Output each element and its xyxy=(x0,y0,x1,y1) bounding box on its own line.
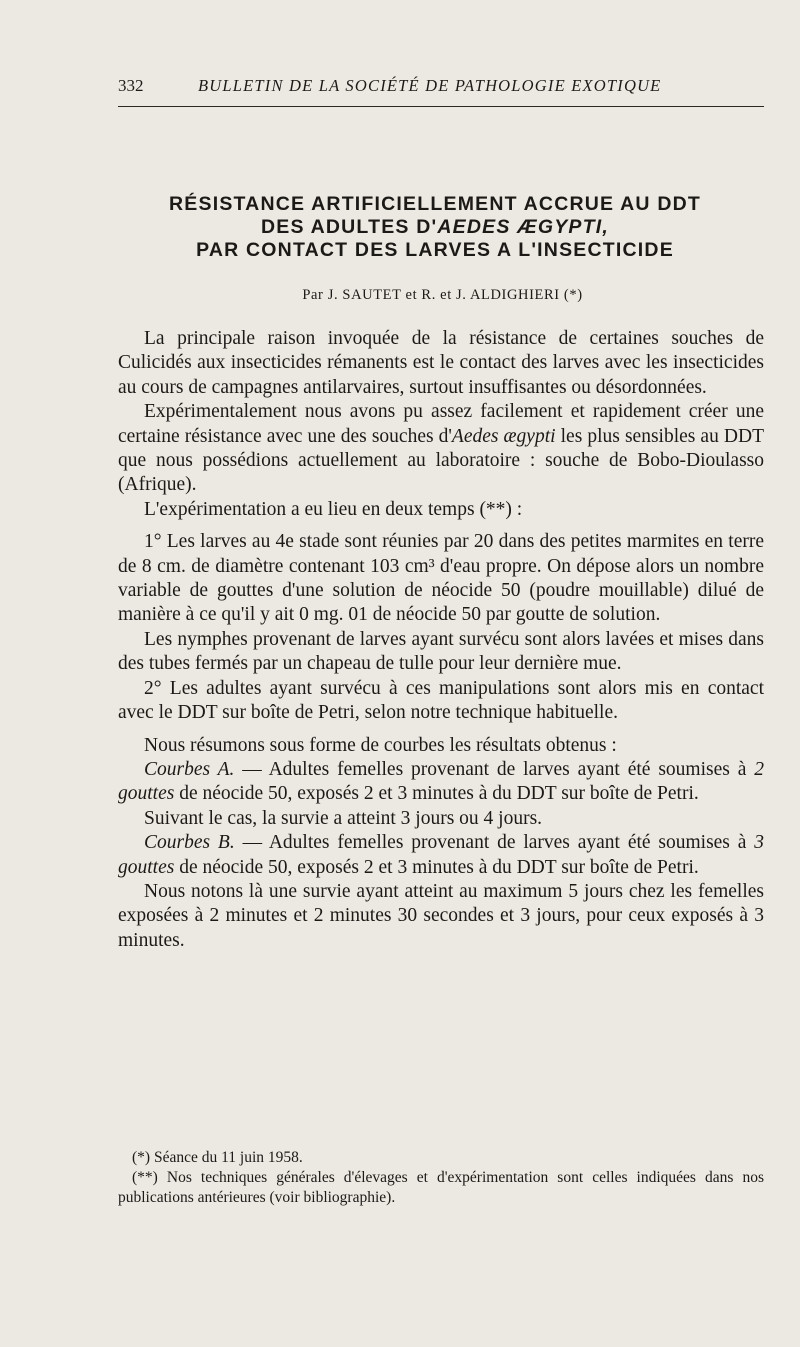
page-number: 332 xyxy=(118,76,144,95)
paragraph-5: Les nymphes provenant de larves ayant survécu sont alors lavées et mises dans des tubes fermés par un chapeau de tulle pour leur dernière mue. xyxy=(118,628,764,675)
title-line-2-prefix: DES ADULTES D' xyxy=(260,216,438,238)
paragraph-10 xyxy=(118,831,764,880)
running-header xyxy=(118,72,764,107)
paragraph-4: 1° Les larves au 4e stade sont réunies par 20 dans des petites marmites en terre de 8 cm. de diamètre contenant 103 cm³ d'eau propre. On dépose alors un nombre variable de gouttes d'une solution de néocide 50 (poudre mouillable) dilué de manière à ce qu'il y ait 0 mg. 01 de néocide 50 par goutte de solution. xyxy=(118,531,764,626)
paragraph-2-text-c: les plus sensibles au DDT que nous possédions actuellement au laboratoire : souche de Bobo-Dioulasso (Afrique). xyxy=(118,425,764,496)
drops-3-label: 3 gouttes xyxy=(118,832,764,878)
paragraph-9: Suivant le cas, la survie a atteint 3 jours ou 4 jours. xyxy=(144,807,543,829)
paragraph-6: 2° Les adultes ayant survécu à ces manipulations sont alors mis en contact avec le DDT sur boîte de Petri, selon notre technique habituelle. xyxy=(118,677,764,724)
footnote-2: (**) Nos techniques générales d'élevages et d'expérimentation sont celles indiquées dans nos publications antérieures (voir bibliographie). xyxy=(118,1169,764,1206)
species-name-inline: Aedes ægypti xyxy=(451,425,556,447)
title-line-2 xyxy=(150,216,720,239)
paragraph-11: Nous notons là une survie ayant atteint au maximum 5 jours chez les femelles exposées à 2 minutes et 2 minutes 30 secondes et 3 jours, pour ceux exposés à 3 minutes. xyxy=(118,880,764,951)
paragraph-7: Nous résumons sous forme de courbes les résultats obtenus : xyxy=(144,734,617,756)
courbes-b-label: Courbes B. xyxy=(144,832,235,854)
species-name: AEDES ÆGYPTI, xyxy=(437,216,609,238)
drops-2-label: 2 gouttes xyxy=(118,758,764,805)
paragraph-8-text-d: de néocide 50, exposés 2 et 3 minutes à du DDT sur boîte de Petri. xyxy=(174,783,699,805)
paragraph-8 xyxy=(118,758,764,807)
paragraph-2-text-a: Expérimentalement nous avons pu assez facilement et rapidement créer une certaine résistance avec une des souches d' xyxy=(118,401,764,447)
authors-line: Par J. SAUTET et R. et J. ALDIGHIERI (*) xyxy=(302,287,583,303)
journal-title: BULLETIN DE LA SOCIÉTÉ DE PATHOLOGIE EXOTIQUE xyxy=(198,76,662,95)
paragraph-8-text-b: — Adultes femelles provenant de larves ayant été soumises à xyxy=(234,758,755,780)
footnotes xyxy=(118,1148,764,1208)
paragraph-10-text-d: de néocide 50, exposés 2 et 3 minutes à du DDT sur boîte de Petri. xyxy=(174,856,699,878)
footnote-1: (*) Séance du 11 juin 1958. xyxy=(132,1149,303,1166)
paragraph-1: La principale raison invoquée de la résistance de certaines souches de Culicidés aux insecticides rémanents est le contact des larves avec les insecticides au cours de campagnes antilarvaires, surtout insuffisantes ou désordonnées. xyxy=(118,328,764,398)
paragraph-2 xyxy=(118,400,764,498)
article-body xyxy=(118,327,764,953)
paragraph-10-text-b: — Adultes femelles provenant de larves ayant été soumises à xyxy=(234,832,755,854)
title-line-1: RÉSISTANCE ARTIFICIELLEMENT ACCRUE AU DDT xyxy=(169,193,701,215)
paragraph-3: L'expérimentation a eu lieu en deux temps (**) : xyxy=(144,498,523,520)
title-line-3: PAR CONTACT DES LARVES A L'INSECTICIDE xyxy=(196,239,674,261)
article-title xyxy=(150,193,720,262)
courbes-a-label: Courbes A. xyxy=(144,758,235,780)
